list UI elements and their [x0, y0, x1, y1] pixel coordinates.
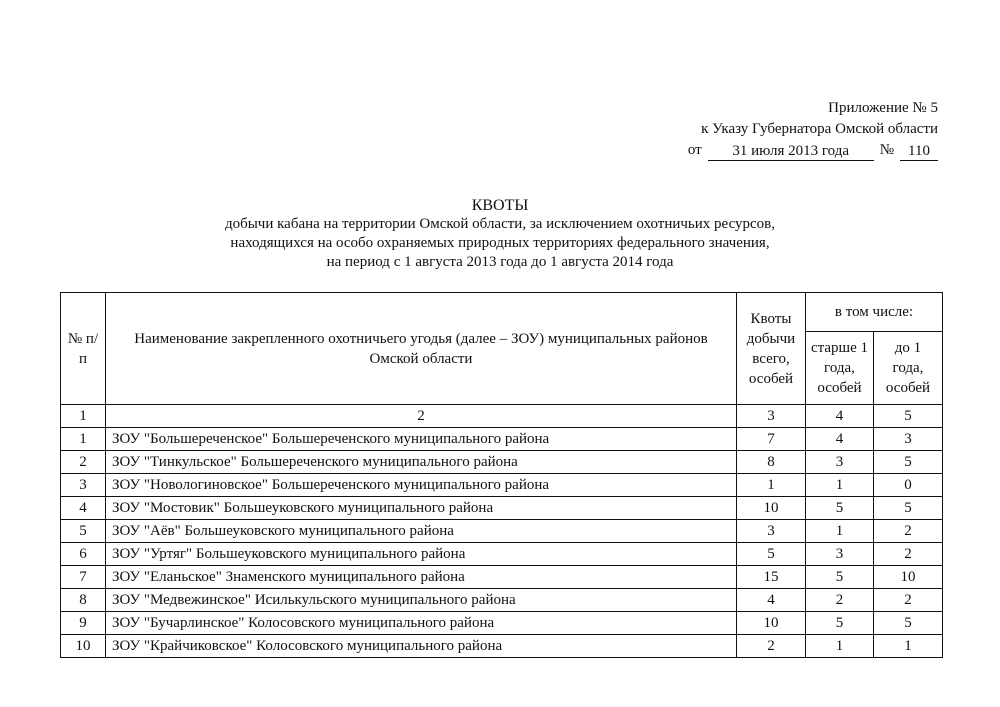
row-younger-cell: 3 — [874, 428, 943, 451]
row-younger-cell: 0 — [874, 474, 943, 497]
row-num-cell: 3 — [61, 474, 106, 497]
decree-number: 110 — [900, 143, 938, 161]
header-num: № п/п — [61, 293, 106, 405]
row-total-cell: 3 — [737, 520, 806, 543]
table-row — [61, 520, 943, 543]
index-cell: 3 — [737, 405, 806, 428]
table-row — [61, 635, 943, 658]
header-total: Квоты добычи всего, особей — [737, 293, 806, 405]
header-younger: до 1 года, особей — [874, 332, 943, 405]
number-label: № — [879, 142, 894, 158]
row-total-cell: 10 — [737, 497, 806, 520]
title-line-1: добычи кабана на территории Омской области, за исключением охотничьих ресурсов, — [224, 216, 776, 232]
row-total-cell: 10 — [737, 612, 806, 635]
row-older-cell: 3 — [806, 543, 874, 566]
table-row — [61, 566, 943, 589]
row-num-cell: 1 — [61, 428, 106, 451]
table-row — [61, 497, 943, 520]
row-younger-cell: 2 — [874, 589, 943, 612]
row-name-cell: ЗОУ "Уртяг" Большеуковского муниципального района — [106, 543, 737, 566]
header-name: Наименование закрепленного охотничьего угодья (далее – ЗОУ) муниципальных районов Омской области — [106, 293, 737, 405]
header-including: в том числе: — [806, 293, 943, 332]
row-name-cell: ЗОУ "Медвежинское" Исилькульского муниципального района — [106, 589, 737, 612]
row-name-cell: ЗОУ "Крайчиковское" Колосовского муниципального района — [106, 635, 737, 658]
table-row — [61, 589, 943, 612]
row-num-cell: 9 — [61, 612, 106, 635]
document-title — [0, 196, 1000, 272]
row-num-cell: 7 — [61, 566, 106, 589]
title-line-2: находящихся на особо охраняемых природных территориях федерального значения, — [230, 235, 770, 251]
row-older-cell: 5 — [806, 566, 874, 589]
title-heading: КВОТЫ — [471, 197, 529, 214]
row-num-cell: 2 — [61, 451, 106, 474]
row-total-cell: 1 — [737, 474, 806, 497]
row-total-cell: 5 — [737, 543, 806, 566]
row-older-cell: 5 — [806, 612, 874, 635]
row-num-cell: 10 — [61, 635, 106, 658]
row-younger-cell: 5 — [874, 612, 943, 635]
row-younger-cell: 1 — [874, 635, 943, 658]
row-name-cell: ЗОУ "Аёв" Большеуковского муниципального района — [106, 520, 737, 543]
decree-date: 31 июля 2013 года — [708, 143, 874, 161]
row-older-cell: 5 — [806, 497, 874, 520]
table-row — [61, 543, 943, 566]
index-cell: 5 — [874, 405, 943, 428]
row-older-cell: 1 — [806, 474, 874, 497]
table-row — [61, 451, 943, 474]
index-cell: 2 — [106, 405, 737, 428]
row-younger-cell: 2 — [874, 520, 943, 543]
header-older: старше 1 года, особей — [806, 332, 874, 405]
row-older-cell: 1 — [806, 635, 874, 658]
row-name-cell: ЗОУ "Бучарлинское" Колосовского муниципального района — [106, 612, 737, 635]
index-cell: 1 — [61, 405, 106, 428]
row-num-cell: 5 — [61, 520, 106, 543]
row-older-cell: 3 — [806, 451, 874, 474]
appendix-line-1: Приложение № 5 — [828, 100, 938, 116]
row-older-cell: 1 — [806, 520, 874, 543]
row-name-cell: ЗОУ "Новологиновское" Большереченского муниципального района — [106, 474, 737, 497]
appendix-line-2: к Указу Губернатора Омской области — [701, 121, 938, 137]
table-row — [61, 428, 943, 451]
quota-table — [60, 292, 943, 658]
title-line-3: на период с 1 августа 2013 года до 1 августа 2014 года — [326, 254, 674, 270]
row-older-cell: 4 — [806, 428, 874, 451]
row-younger-cell: 5 — [874, 497, 943, 520]
decree-reference — [688, 140, 938, 161]
appendix-block — [688, 98, 938, 161]
row-name-cell: ЗОУ "Большереченское" Большереченского муниципального района — [106, 428, 737, 451]
row-younger-cell: 2 — [874, 543, 943, 566]
row-num-cell: 6 — [61, 543, 106, 566]
row-total-cell: 8 — [737, 451, 806, 474]
row-older-cell: 2 — [806, 589, 874, 612]
row-name-cell: ЗОУ "Тинкульское" Большереченского муниципального района — [106, 451, 737, 474]
row-total-cell: 15 — [737, 566, 806, 589]
row-total-cell: 2 — [737, 635, 806, 658]
index-row — [61, 405, 943, 428]
table-row — [61, 474, 943, 497]
row-num-cell: 4 — [61, 497, 106, 520]
index-cell: 4 — [806, 405, 874, 428]
row-num-cell: 8 — [61, 589, 106, 612]
row-name-cell: ЗОУ "Мостовик" Большеуковского муниципального района — [106, 497, 737, 520]
row-total-cell: 4 — [737, 589, 806, 612]
from-label: от — [687, 142, 702, 158]
row-total-cell: 7 — [737, 428, 806, 451]
row-younger-cell: 5 — [874, 451, 943, 474]
table-body — [61, 405, 943, 658]
row-younger-cell: 10 — [874, 566, 943, 589]
row-name-cell: ЗОУ "Еланьское" Знаменского муниципального района — [106, 566, 737, 589]
table-row — [61, 612, 943, 635]
